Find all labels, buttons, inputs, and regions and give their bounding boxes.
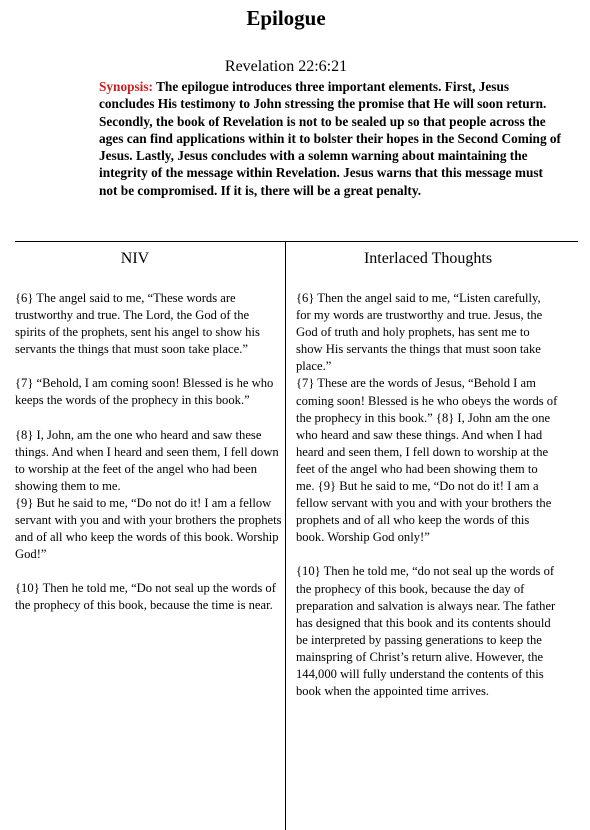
niv-verse-10: {10} Then he told me, “Do not seal up the words of the prophecy of this book, because the time is near.	[15, 581, 276, 613]
niv-verse-6: {6} The angel said to me, “These words are trustworthy and true. The Lord, the God of the spirits of the prophets, sent his angel to show his servants the things that must soon take place.”	[15, 291, 260, 357]
scripture-reference: Revelation 22:6:21	[224, 58, 348, 75]
column-divider	[285, 241, 286, 830]
page-title: Epilogue	[246, 6, 326, 30]
niv-verse-7: {7} “Behold, I am coming soon! Blessed is he who keeps the words of the prophecy in this book.”	[15, 376, 274, 408]
synopsis-label: Synopsis:	[99, 79, 153, 94]
synopsis-text: The epilogue introduces three important elements. First, Jesus concludes His testimony to John stressing the promise that He will soon return. Secondly, the book of Revelation is not to be sealed up so that people across the ages can find applications within it to bolster their hopes in the Second Coming of Jesus. Lastly, Jesus concludes with a solemn warning about maintaining the integrity of the message within Revelation. Jesus warns that this message must not be compromised. If it is, there will be a great penalty.	[99, 79, 561, 198]
table-top-rule	[15, 241, 578, 242]
interlaced-verse-10: {10} Then he told me, “do not seal up the words of the prophecy of this book, because the day of preparation and salvation is always near. The father has designed that this book and its contents should be interpreted by passing generations to keep the mainspring of Christ’s return alive. However, the 144,000 will fully understand the contents of this book when the appointed time arrives.	[296, 564, 556, 699]
niv-column-heading: NIV	[120, 250, 150, 267]
niv-verse-9: {9} But he said to me, “Do not do it! I am a fellow servant with you and with your brothers the prophets and of all who keep the words of this book. Worship God!”	[15, 495, 282, 562]
interlaced-column	[296, 290, 558, 717]
interlaced-verses-7-9: {7} These are the words of Jesus, “Behold I am coming soon! Blessed is he who obeys the words of the prophecy in this book.” {8} I, John am the one who heard and saw these things. And when I had heard and seen them, I fell down to worship at the feet of the angel who had been showing them to me. {9} But he said to me, “Do not do it! I am a fellow servant with you and with your brothers the prophets and of all who keep the words of this book. Worship God only!”	[296, 376, 558, 545]
interlaced-column-heading: Interlaced Thoughts	[363, 250, 493, 267]
synopsis	[99, 78, 561, 199]
niv-verse-8: {8} I, John, am the one who heard and saw these things. And when I heard and seen them, I fell down to worship at the feet of the angel who had been showing them to me.	[15, 427, 279, 493]
niv-column	[15, 290, 283, 632]
interlaced-verse-6: {6} Then the angel said to me, “Listen carefully, for my words are trustworthy and true. Jesus, the God of truth and holy prophets, has sent me to show His servants the things that must soon take place.”	[296, 291, 543, 374]
